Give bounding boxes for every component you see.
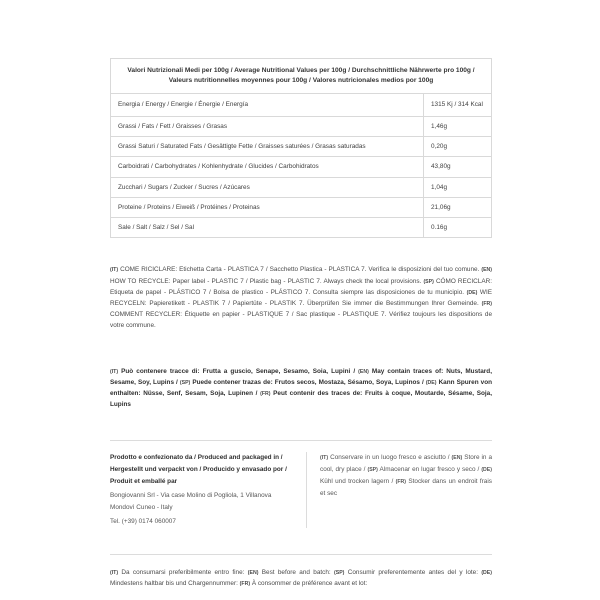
divider-above-producer (110, 440, 492, 441)
nutrient-label: Energia / Energy / Energie / Énergie / Energía (111, 94, 424, 116)
nutrient-label: Zucchari / Sugars / Zucker / Sucres / Azúcares (111, 177, 424, 197)
nutrition-table-header-row (111, 59, 492, 94)
best-before-paragraph (110, 567, 492, 589)
best-before-text-sp: Consumir preferentemente antes del y lote: (347, 568, 478, 576)
nutrient-value: 1,04g (424, 177, 492, 197)
nutrition-label-page (110, 58, 492, 589)
nutrient-label: Grassi / Fats / Fett / Graisses / Grasas (111, 116, 424, 136)
recycling-paragraph (110, 264, 492, 331)
allergen-text-it: Può contenere tracce di: Frutta a guscio, Senape, Sesamo, Soia, Lupini / (121, 367, 356, 375)
nutrient-label: Carboidrati / Carbohydrates / Kohlenhydrate / Glucides / Carbohidratos (111, 157, 424, 177)
lang-tag-sp: (SP) (423, 278, 434, 285)
table-row (111, 197, 492, 217)
producer-storage-columns (110, 452, 492, 527)
lang-tag-it: (IT) (110, 267, 119, 274)
nutrient-value: 0,20g (424, 137, 492, 157)
nutrient-value: 21,06g (424, 197, 492, 217)
lang-tag-en: (EN) (247, 569, 259, 576)
lang-tag-de: (DE) (466, 289, 478, 296)
recycling-text-it: COME RICICLARE: Etichetta Carta - PLASTICA 7 / Sacchetto Plastica - PLASTICA 7. Verifica le disposizioni del tuo comune. (120, 266, 480, 274)
storage-text-fr: Stocker dans un endroit frais et sec (320, 478, 492, 497)
lang-tag-sp: (SP) (334, 569, 345, 576)
recycling-text-en: HOW TO RECYCLE: Paper label - PLASTIC 7 / Plastic bag - PLASTIC 7. Always check the local provisions. (110, 277, 422, 285)
lang-tag-fr: (FR) (260, 391, 271, 398)
best-before-text-de: Mindestens haltbar bis und Chargennummer: (110, 579, 238, 587)
storage-block (320, 452, 492, 527)
producer-address: Bongiovanni Srl - Via case Molino di Pogliola, 1 Villanova Mondovì Cuneo - Italy (110, 491, 272, 511)
storage-text-it: Conservare in un luogo fresco e asciutto / (330, 454, 450, 462)
nutrition-table-header: Valori Nutrizionali Medi per 100g / Average Nutritional Values per 100g / Durchschnittliche Nährwerte pro 100g / Valeurs nutritionnelles moyennes pour 100g / Valores nutricionales medios por 100g (111, 59, 492, 94)
nutrient-value: 1315 Kj / 314 Kcal (424, 94, 492, 116)
table-row (111, 157, 492, 177)
recycling-text-de: WIE RECYCELN: Papieretikett - PLASTIK 7 / Papiertüte - PLASTIK 7. Überprüfen Sie immer die Bestimmungen Ihrer Gemeinde. (110, 288, 492, 308)
recycling-text-sp: CÓMO RECICLAR: Etiqueta de papel - PLÁSTICO 7 / Bolsa de plastico - PLÁSTICO 7. Consulta siempre las disposiciones de tu municipio. (110, 277, 493, 296)
allergen-text-en: May contain traces of: Nuts, Mustard, Sesame, Soy, Lupins / (110, 367, 492, 386)
storage-paragraph (320, 452, 492, 499)
best-before-text-en: Best before and batch: (261, 568, 331, 576)
storage-text-de: Kühl und trocken lagern / (320, 478, 394, 486)
producer-block (110, 452, 306, 527)
lang-tag-de: (DE) (481, 467, 492, 474)
table-row (111, 137, 492, 157)
nutrient-label: Proteine / Proteins / Eiweiß / Protéines / Proteinas (111, 197, 424, 217)
best-before-text-it: Da consumarsi preferibilmente entro fine: (121, 568, 245, 576)
nutrient-label: Grassi Saturi / Saturated Fats / Gesättigte Fette / Graisses saturées / Grasas saturadas (111, 137, 424, 157)
allergen-text-sp: Puede contener trazas de: Frutos secos, Mostaza, Sésamo, Soya, Lupinos / (192, 378, 424, 386)
lang-tag-it: (IT) (110, 368, 119, 375)
table-row (111, 218, 492, 238)
nutrient-label: Sale / Salt / Salz / Sel / Sal (111, 218, 424, 238)
lang-tag-sp: (SP) (367, 467, 378, 474)
lang-tag-en: (EN) (358, 368, 369, 375)
lang-tag-fr: (FR) (481, 301, 493, 308)
storage-text-en: Store in a cool, dry place / (320, 454, 493, 474)
lang-tag-fr: (FR) (395, 479, 407, 486)
lang-tag-de: (DE) (481, 569, 492, 576)
nutrient-value: 43,80g (424, 157, 492, 177)
nutrient-value: 1,46g (424, 116, 492, 136)
best-before-text-fr: À consommer de préférence avant et lot: (251, 579, 368, 587)
table-row (111, 177, 492, 197)
divider-above-best-before (110, 554, 492, 555)
recycling-text-fr: COMMENT RECYCLER: Étiquette en papier - PLASTIQUE 7 / Sac plastique - PLASTIQUE 7. Vérifiez toujours les dispositions de votre commune. (110, 311, 492, 330)
lang-tag-it: (IT) (110, 569, 119, 576)
lang-tag-en: (EN) (481, 267, 493, 274)
nutrition-table (110, 58, 492, 238)
nutrient-value: 0.16g (424, 218, 492, 238)
lang-tag-sp: (SP) (179, 379, 191, 386)
lang-tag-fr: (FR) (239, 580, 251, 587)
producer-title: Prodotto e confezionato da / Produced and packaged in / Hergestellt und verpackt von / Producido y envasado por / Produit et emballé par (110, 454, 287, 486)
lang-tag-de: (DE) (425, 379, 437, 386)
allergen-text-fr: Peut contenir des traces de: Fruits à coque, Moutarde, Sésame, Soja, Lupins (110, 390, 492, 409)
producer-phone: Tel. (+39) 0174 060007 (110, 517, 176, 525)
allergen-text-de: Kann Spuren von enthalten: Nüsse, Senf, Sesam, Soja, Lupinen / (110, 378, 493, 398)
table-row (111, 94, 492, 116)
nutrition-table-body (111, 59, 492, 238)
table-row (111, 116, 492, 136)
lang-tag-en: (EN) (451, 455, 463, 462)
storage-text-sp: Almacenar en lugar fresco y seco / (379, 466, 480, 474)
allergen-paragraph (110, 366, 492, 411)
lang-tag-it: (IT) (320, 455, 329, 462)
column-divider (306, 452, 307, 527)
